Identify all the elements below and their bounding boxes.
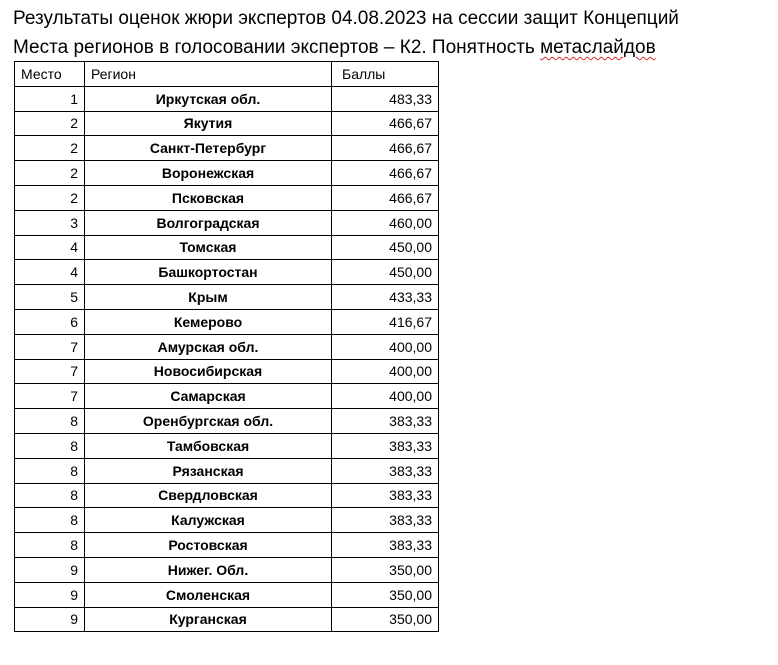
table-row xyxy=(15,136,439,161)
table-row xyxy=(15,161,439,186)
score-cell: 383,33 xyxy=(332,458,439,483)
region-cell: Якутия xyxy=(85,111,332,136)
place-cell: 2 xyxy=(15,111,85,136)
table-row xyxy=(15,458,439,483)
region-cell: Амурская обл. xyxy=(85,334,332,359)
table-row xyxy=(15,557,439,582)
table-row xyxy=(15,607,439,632)
region-cell: Томская xyxy=(85,235,332,260)
header-region: Регион xyxy=(85,62,332,87)
region-cell: Псковская xyxy=(85,185,332,210)
place-cell: 3 xyxy=(15,210,85,235)
table-row xyxy=(15,185,439,210)
score-cell: 450,00 xyxy=(332,235,439,260)
region-cell: Иркутская обл. xyxy=(85,86,332,111)
table-row xyxy=(15,508,439,533)
table-header-row xyxy=(15,62,439,87)
table-row xyxy=(15,409,439,434)
region-cell: Ростовская xyxy=(85,533,332,558)
region-cell: Санкт-Петербург xyxy=(85,136,332,161)
place-cell: 4 xyxy=(15,235,85,260)
table-row xyxy=(15,483,439,508)
place-cell: 1 xyxy=(15,86,85,111)
table-row xyxy=(15,86,439,111)
place-cell: 4 xyxy=(15,260,85,285)
region-cell: Рязанская xyxy=(85,458,332,483)
title-line-2-main: Места регионов в голосовании экспертов – К2. Понятность xyxy=(13,37,541,58)
place-cell: 8 xyxy=(15,533,85,558)
score-cell: 466,67 xyxy=(332,161,439,186)
region-cell: Свердловская xyxy=(85,483,332,508)
table-row xyxy=(15,285,439,310)
table-row xyxy=(15,582,439,607)
place-cell: 7 xyxy=(15,334,85,359)
region-cell: Крым xyxy=(85,285,332,310)
score-cell: 466,67 xyxy=(332,185,439,210)
place-cell: 9 xyxy=(15,582,85,607)
score-cell: 350,00 xyxy=(332,557,439,582)
place-cell: 7 xyxy=(15,359,85,384)
region-cell: Нижег. Обл. xyxy=(85,557,332,582)
region-cell: Калужская xyxy=(85,508,332,533)
region-cell: Смоленская xyxy=(85,582,332,607)
region-cell: Башкортостан xyxy=(85,260,332,285)
table-row xyxy=(15,334,439,359)
score-cell: 350,00 xyxy=(332,607,439,632)
place-cell: 8 xyxy=(15,458,85,483)
place-cell: 9 xyxy=(15,557,85,582)
title-line-1: Результаты оценок жюри экспертов 04.08.2023 на сессии защит Концепций xyxy=(13,8,679,29)
region-cell: Волгоградская xyxy=(85,210,332,235)
region-cell: Курганская xyxy=(85,607,332,632)
score-cell: 383,33 xyxy=(332,433,439,458)
place-cell: 2 xyxy=(15,161,85,186)
table-row xyxy=(15,235,439,260)
region-cell: Новосибирская xyxy=(85,359,332,384)
table-row xyxy=(15,433,439,458)
place-cell: 6 xyxy=(15,309,85,334)
table-row xyxy=(15,533,439,558)
table-body xyxy=(15,86,439,632)
score-cell: 400,00 xyxy=(332,359,439,384)
score-cell: 416,67 xyxy=(332,309,439,334)
region-cell: Оренбургская обл. xyxy=(85,409,332,434)
score-cell: 383,33 xyxy=(332,508,439,533)
header-place: Место xyxy=(15,62,85,87)
header-score: Баллы xyxy=(332,62,439,87)
score-cell: 460,00 xyxy=(332,210,439,235)
score-cell: 450,00 xyxy=(332,260,439,285)
table-row xyxy=(15,359,439,384)
place-cell: 8 xyxy=(15,409,85,434)
region-cell: Воронежская xyxy=(85,161,332,186)
score-cell: 433,33 xyxy=(332,285,439,310)
place-cell: 8 xyxy=(15,433,85,458)
table-row xyxy=(15,111,439,136)
table-row xyxy=(15,309,439,334)
table-row xyxy=(15,260,439,285)
region-cell: Тамбовская xyxy=(85,433,332,458)
region-cell: Кемерово xyxy=(85,309,332,334)
score-cell: 466,67 xyxy=(332,136,439,161)
place-cell: 8 xyxy=(15,483,85,508)
score-cell: 383,33 xyxy=(332,533,439,558)
score-cell: 350,00 xyxy=(332,582,439,607)
score-cell: 400,00 xyxy=(332,334,439,359)
place-cell: 9 xyxy=(15,607,85,632)
place-cell: 5 xyxy=(15,285,85,310)
place-cell: 2 xyxy=(15,185,85,210)
table-row xyxy=(15,210,439,235)
score-cell: 400,00 xyxy=(332,384,439,409)
place-cell: 8 xyxy=(15,508,85,533)
region-cell: Самарская xyxy=(85,384,332,409)
score-cell: 483,33 xyxy=(332,86,439,111)
place-cell: 2 xyxy=(15,136,85,161)
score-cell: 383,33 xyxy=(332,409,439,434)
place-cell: 7 xyxy=(15,384,85,409)
title-line-2-tail: метаслайдов xyxy=(540,37,656,58)
score-cell: 383,33 xyxy=(332,483,439,508)
title-line-2 xyxy=(13,36,656,60)
results-table xyxy=(14,61,439,632)
table-row xyxy=(15,384,439,409)
score-cell: 466,67 xyxy=(332,111,439,136)
